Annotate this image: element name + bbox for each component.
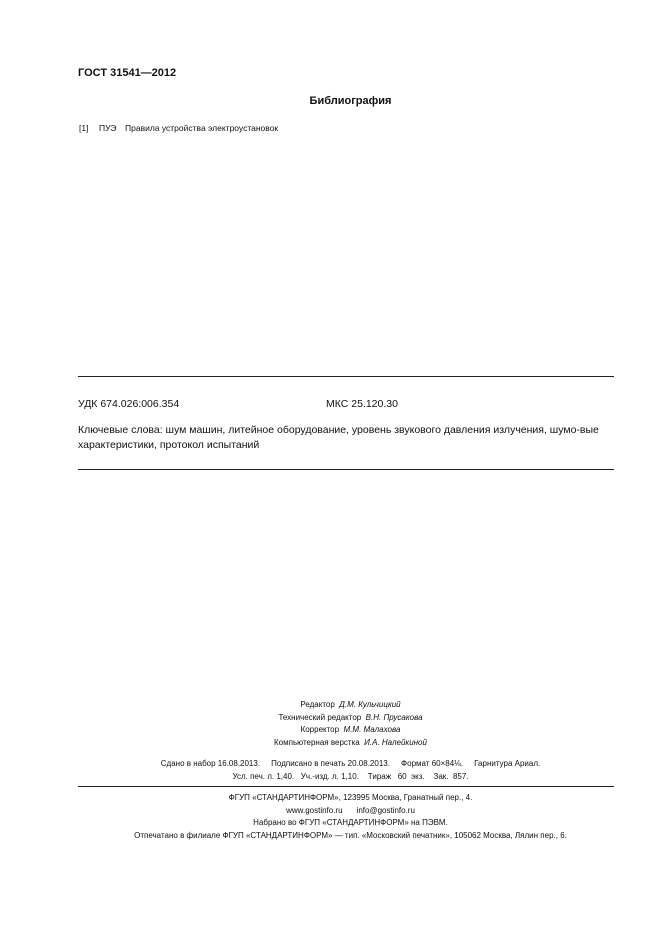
publisher-address: ФГУП «СТАНДАРТИНФОРМ», 123995 Москва, Гранатный пер., 4. xyxy=(228,793,473,802)
publisher-site-link[interactable]: www.gostinfo.ru xyxy=(286,805,343,815)
keywords-text: Ключевые слова: шум машин, литейное оборудование, уровень звукового давления излучения, шумо-вые характеристики, протокол испытаний xyxy=(78,424,599,451)
credit-editor: Редактор Д.М. Кульчицкий xyxy=(300,700,401,709)
publisher-block xyxy=(0,792,661,842)
print-info-line1: Сдано в набор 16.08.2013. Подписано в печать 20.08.2013. Формат 60×84⅛. Гарнитура Ариал. xyxy=(160,759,541,768)
entry-number: [1] xyxy=(79,123,89,133)
entry-abbreviation: ПУЭ xyxy=(99,123,117,133)
bibliography-title: Библиография xyxy=(309,95,392,107)
mks-code: МКС 25.120.30 xyxy=(326,398,398,410)
divider-middle xyxy=(78,469,614,470)
typesetting-note: Набрано во ФГУП «СТАНДАРТИНФОРМ» на ПЭВМ. xyxy=(253,818,448,827)
standard-header: ГОСТ 31541—2012 xyxy=(78,67,177,79)
print-info-line2: Усл. печ. л. 1,40. Уч.-изд. л. 1,10. Тираж 60 экз. Зак. 857. xyxy=(232,771,469,781)
bibliography-entry xyxy=(79,123,278,133)
credit-proofreader: Корректор М.М. Малахова xyxy=(300,725,401,734)
publisher-contacts xyxy=(40,805,661,818)
publisher-email-link[interactable]: info@gostinfo.ru xyxy=(356,805,415,815)
print-info xyxy=(0,758,661,783)
keywords xyxy=(78,423,618,453)
divider-top xyxy=(78,376,614,377)
credits-block xyxy=(0,699,661,749)
printing-note: Отпечатано в филиале ФГУП «СТАНДАРТИНФОРМ» — тип. «Московский печатник», 105062 Москва, Лялин пер., 6. xyxy=(134,830,567,840)
udk-code: УДК 674.026:006.354 xyxy=(78,398,180,410)
credit-layout: Компьютерная верстка И.А. Налейкиной xyxy=(274,737,427,747)
divider-bottom xyxy=(78,786,614,787)
entry-text: Правила устройства электроустановок xyxy=(125,123,279,133)
credit-tech-editor: Технический редактор В.Н. Прусакова xyxy=(278,712,423,722)
